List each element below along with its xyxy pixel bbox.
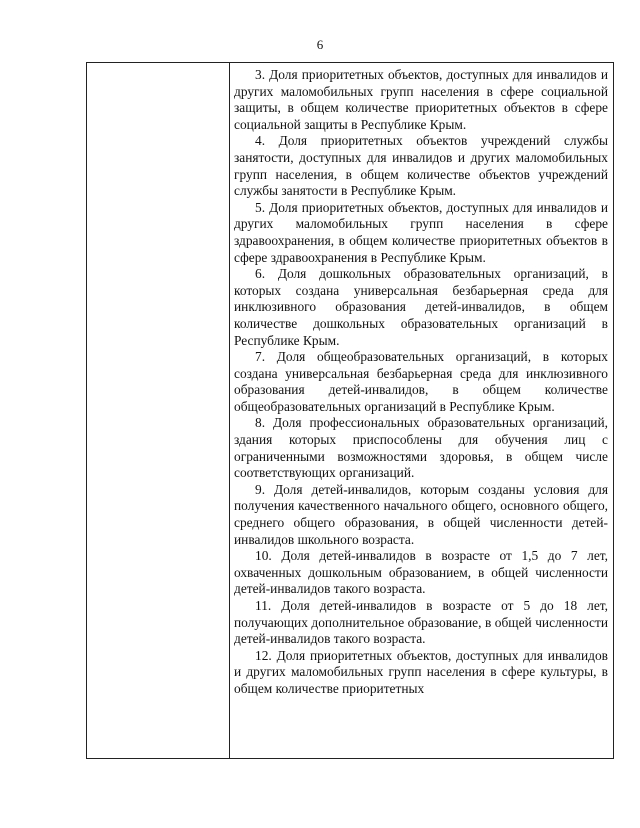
paragraph-indicator-7: 7. Доля общеобразовательных организаций, в которых создана универсальная безбарьерная среда для инклюзивного образования детей-инвалидов, в общем количестве общеобразовательных организаций в Республике Крым. bbox=[234, 349, 608, 414]
indicators-table bbox=[86, 62, 614, 759]
paragraph-indicator-4: 4. Доля приоритетных объектов учреждений службы занятости, доступных для инвалидов и других маломобильных групп населения, в общем количестве объектов учреждений службы занятости в Республике Крым. bbox=[234, 133, 608, 199]
paragraph-indicator-10: 10. Доля детей-инвалидов в возрасте от 1,5 до 7 лет, охваченных дошкольным образованием, в общей численности детей-инвалидов такого возраста. bbox=[234, 548, 608, 597]
paragraph-indicator-8: 8. Доля профессиональных образовательных организаций, здания которых приспособлены для обучения лиц с ограниченными возможностями здоровья, в общем числе соответствующих организаций. bbox=[234, 415, 608, 481]
column-divider bbox=[229, 63, 230, 758]
paragraph-indicator-9: 9. Доля детей-инвалидов, которым созданы условия для получения качественного начального общего, основного общего, среднего общего образования, в общей численности детей-инвалидов школьного возраста. bbox=[234, 481, 608, 547]
paragraph-indicator-11: 11. Доля детей-инвалидов в возрасте от 5 до 18 лет, получающих дополнительное образование, в общей численности детей-инвалидов такого возраста. bbox=[234, 598, 608, 647]
paragraph-indicator-3: 3. Доля приоритетных объектов, доступных для инвалидов и других маломобильных групп населения в сфере социальной защиты, в общем количестве приоритетных объектов в сфере социальной защиты в Республике Крым. bbox=[234, 67, 608, 132]
paragraph-indicator-5: 5. Доля приоритетных объектов, доступных для инвалидов и других маломобильных групп населения в сфере здравоохранения, в общем количестве приоритетных объектов в сфере здравоохранения в Республике Крым. bbox=[234, 199, 608, 265]
paragraph-indicator-6: 6. Доля дошкольных образовательных организаций, в которых создана универсальная безбарьерная среда для инклюзивного образования детей-инвалидов, в общем количестве дошкольных образовательных организаций в Республике Крым. bbox=[234, 266, 608, 348]
paragraph-indicator-12: 12. Доля приоритетных объектов, доступных для инвалидов и других маломобильных групп населения в сфере культуры, в общем количестве приоритетных bbox=[234, 647, 608, 696]
indicators-cell bbox=[234, 67, 608, 698]
page-number: 6 bbox=[316, 37, 324, 52]
